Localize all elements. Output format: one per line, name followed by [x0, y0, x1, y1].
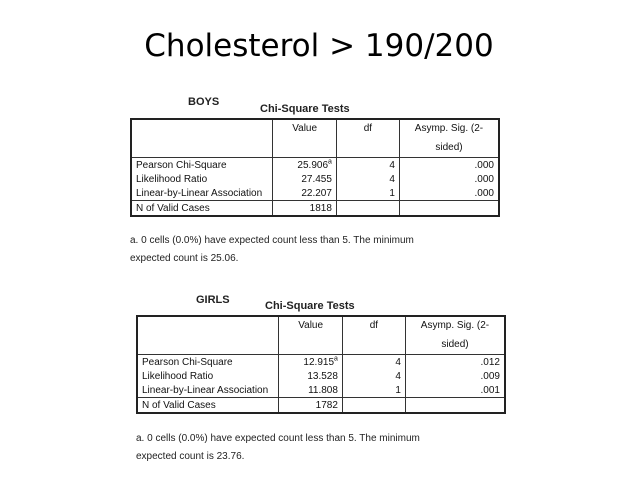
footnote-marker: a — [328, 158, 332, 166]
table-row — [137, 369, 505, 383]
table-footnote — [136, 430, 420, 466]
row-df: 1 — [342, 383, 405, 398]
row-value: 27.455 — [273, 172, 337, 186]
header-df: df — [342, 316, 405, 339]
row-label: Linear-by-Linear Association — [131, 186, 273, 201]
header-sig-cont: sided) — [399, 142, 499, 158]
footnote-marker: a — [334, 355, 338, 363]
header-value: Value — [279, 316, 343, 339]
row-label: Pearson Chi-Square — [131, 158, 273, 173]
row-df — [342, 398, 405, 414]
footnote-line: a. 0 cells (0.0%) have expected count less than 5. The minimum — [130, 235, 414, 246]
row-sig — [399, 201, 499, 217]
header-empty — [131, 119, 273, 142]
row-value: 12.915$^a$ — [279, 355, 343, 370]
header-empty — [137, 316, 279, 339]
row-value: 22.207 — [273, 186, 337, 201]
row-df: 4 — [336, 158, 399, 173]
row-df: 4 — [342, 369, 405, 383]
table-row — [131, 172, 499, 186]
row-df — [336, 201, 399, 217]
row-sig: .012 — [405, 355, 505, 370]
row-sig — [405, 398, 505, 414]
table-caption: Chi-Square Tests — [265, 300, 355, 312]
chi-square-table — [136, 315, 506, 414]
table-row — [137, 383, 505, 398]
table-row — [131, 158, 499, 173]
table-row — [137, 398, 505, 414]
row-label: Likelihood Ratio — [131, 172, 273, 186]
table-row — [131, 201, 499, 217]
header-value: Value — [273, 119, 337, 142]
group-label: BOYS — [188, 96, 220, 108]
row-sig: .000 — [399, 172, 499, 186]
row-df: 4 — [342, 355, 405, 370]
row-sig: .000 — [399, 158, 499, 173]
footnote-line: expected count is 23.76. — [136, 451, 245, 462]
row-label: Linear-by-Linear Association — [137, 383, 279, 398]
row-sig: .000 — [399, 186, 499, 201]
row-label: Likelihood Ratio — [137, 369, 279, 383]
header-sig: Asymp. Sig. (2- — [399, 119, 499, 142]
row-value: 1782 — [279, 398, 343, 414]
table-row — [137, 355, 505, 370]
row-label: N of Valid Cases — [131, 201, 273, 217]
table-header-row — [137, 316, 505, 339]
header-df: df — [336, 119, 399, 142]
row-label: N of Valid Cases — [137, 398, 279, 414]
table-caption: Chi-Square Tests — [260, 103, 350, 115]
table-row — [131, 186, 499, 201]
row-label: Pearson Chi-Square — [137, 355, 279, 370]
slide-title: Cholesterol > 190/200 — [144, 28, 494, 64]
table-header-row-2 — [137, 339, 505, 355]
row-sig: .009 — [405, 369, 505, 383]
row-value: 13.528 — [279, 369, 343, 383]
row-sig: .001 — [405, 383, 505, 398]
header-sig: Asymp. Sig. (2- — [405, 316, 505, 339]
row-value: 11.808 — [279, 383, 343, 398]
header-sig-cont: sided) — [405, 339, 505, 355]
row-value: 25.906$^a$ — [273, 158, 337, 173]
footnote-line: a. 0 cells (0.0%) have expected count less than 5. The minimum — [136, 433, 420, 444]
group-label: GIRLS — [196, 294, 230, 306]
footnote-line: expected count is 25.06. — [130, 253, 239, 264]
row-df: 4 — [336, 172, 399, 186]
table-header-row-2 — [131, 142, 499, 158]
table-header-row — [131, 119, 499, 142]
chi-square-table — [130, 118, 500, 217]
table-footnote — [130, 232, 414, 268]
row-df: 1 — [336, 186, 399, 201]
row-value: 1818 — [273, 201, 337, 217]
